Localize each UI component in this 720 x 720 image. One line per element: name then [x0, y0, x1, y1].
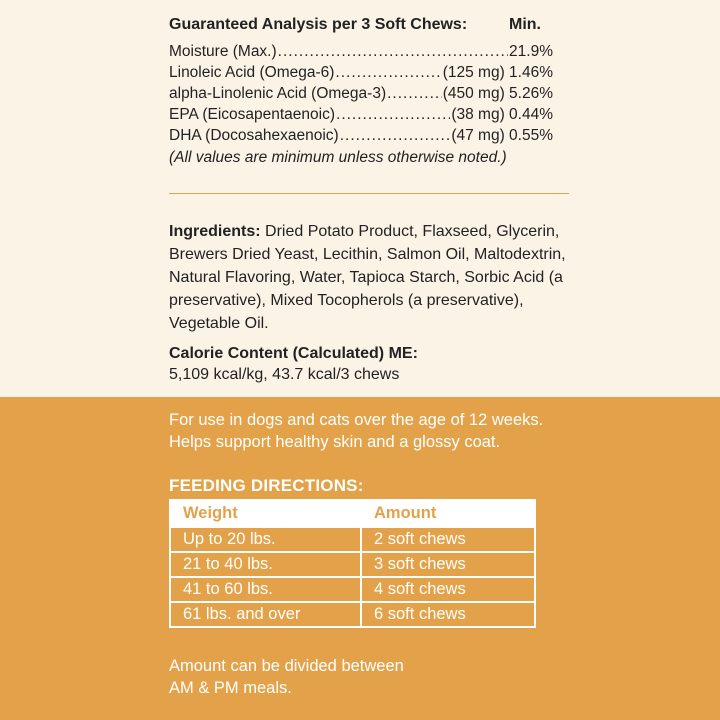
analysis-row-label: alpha-Linolenic Acid (Omega-3) [169, 85, 387, 102]
usage-text [169, 409, 629, 453]
weight-cell: 21 to 40 lbs. [170, 552, 361, 577]
analysis-list [169, 43, 553, 148]
weight-column-header: Weight [170, 500, 361, 527]
analysis-note: (All values are minimum unless otherwise noted.) [169, 149, 507, 166]
min-column-label: Min. [509, 16, 541, 33]
amount-cell: 6 soft chews [361, 602, 535, 627]
footer-line: Amount can be divided between [169, 657, 404, 675]
label-bottom-section [0, 397, 720, 720]
calorie-value: 5,109 kcal/kg, 43.7 kcal/3 chews [169, 366, 400, 383]
table-row [170, 602, 535, 627]
footer-line: AM & PM meals. [169, 679, 292, 697]
analysis-row [169, 43, 553, 64]
amount-cell: 4 soft chews [361, 577, 535, 602]
analysis-row-value: (450 mg) 5.26% [442, 85, 553, 102]
table-row [170, 552, 535, 577]
weight-cell: 41 to 60 lbs. [170, 577, 361, 602]
dot-leader [336, 106, 450, 124]
analysis-row-value: 21.9% [509, 43, 553, 60]
amount-column-header: Amount [361, 500, 535, 527]
section-divider [169, 193, 569, 194]
dot-leader [278, 43, 508, 61]
ingredients-label: Ingredients: [169, 223, 261, 240]
dot-leader [387, 85, 442, 103]
analysis-row-label: Linoleic Acid (Omega-6) [169, 64, 335, 81]
dot-leader [340, 127, 451, 145]
feeding-directions-title: FEEDING DIRECTIONS: [169, 476, 364, 495]
analysis-row [169, 106, 553, 127]
feeding-table [169, 499, 536, 628]
table-row [170, 577, 535, 602]
analysis-row-value: (38 mg) 0.44% [451, 106, 553, 123]
calorie-heading: Calorie Content (Calculated) ME: [169, 345, 418, 362]
ingredients-text: Dried Potato Product, Flaxseed, Glycerin, Brewers Dried Yeast, Lecithin, Salmon Oil, Maltodextrin, Natural Flavoring, Water, Tapioca Starch, Sorbic Acid (a preservative), Mixed Tocopherols (a preservative), Vegetable Oil. [169, 223, 566, 332]
analysis-row [169, 85, 553, 106]
usage-line: Helps support healthy skin and a glossy coat. [169, 433, 501, 451]
amount-cell: 3 soft chews [361, 552, 535, 577]
dot-leader [335, 64, 441, 82]
analysis-row [169, 64, 553, 85]
analysis-row-label: EPA (Eicosapentaenoic) [169, 106, 336, 123]
ingredients-block [169, 220, 579, 335]
amount-cell: 2 soft chews [361, 527, 535, 552]
weight-cell: 61 lbs. and over [170, 602, 361, 627]
analysis-row [169, 127, 553, 148]
analysis-row-label: Moisture (Max.) [169, 43, 277, 60]
feeding-footer-note [169, 655, 469, 699]
analysis-title: Guaranteed Analysis per 3 Soft Chews: [169, 16, 468, 33]
guaranteed-analysis-heading [169, 16, 549, 34]
table-header-row [170, 500, 535, 527]
table-row [170, 527, 535, 552]
weight-cell: Up to 20 lbs. [170, 527, 361, 552]
usage-line: For use in dogs and cats over the age of 12 weeks. [169, 411, 544, 429]
analysis-row-label: DHA (Docosahexaenoic) [169, 127, 339, 144]
analysis-row-value: (47 mg) 0.55% [451, 127, 553, 144]
analysis-row-value: (125 mg) 1.46% [442, 64, 553, 81]
